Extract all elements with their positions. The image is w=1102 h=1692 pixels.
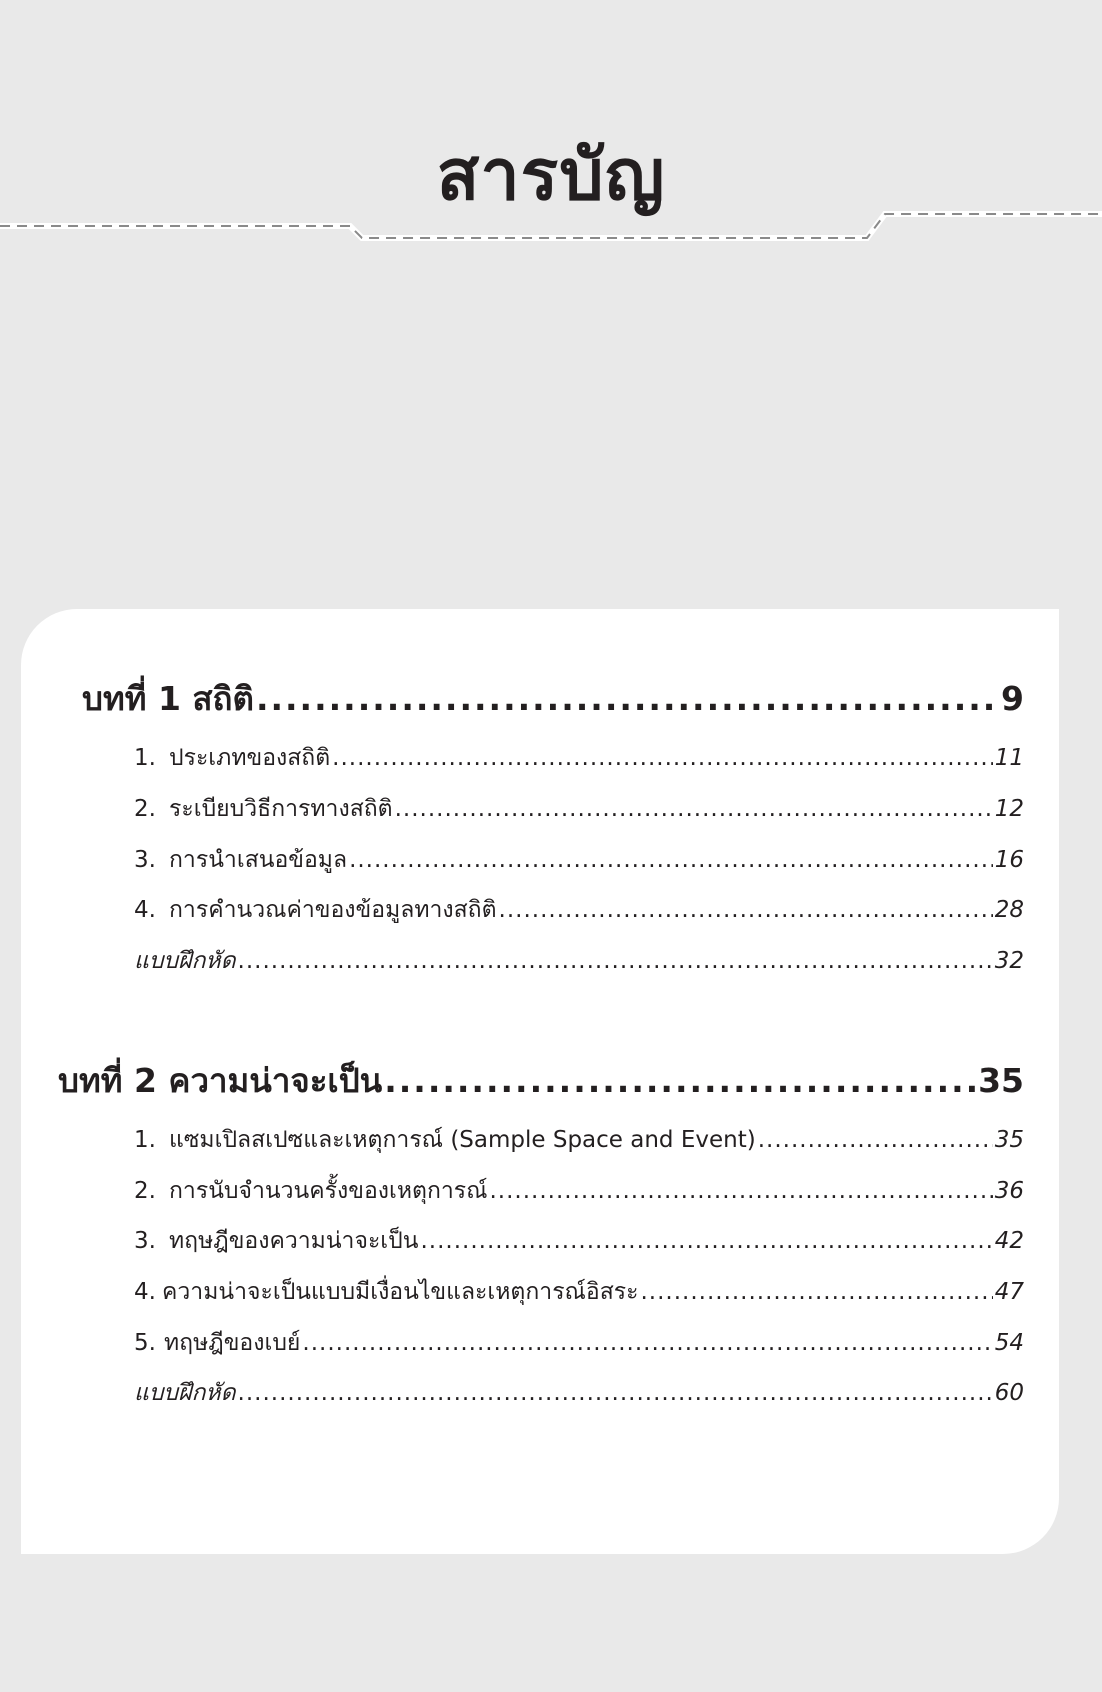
entry-title: ทฤษฎีของความน่าจะเป็น xyxy=(169,1228,419,1254)
leader-dots xyxy=(238,1380,993,1406)
entry-number: 1. xyxy=(134,1127,156,1153)
chapter-title: บทที่ 1 สถิติ xyxy=(82,679,254,718)
entry-number: 2. xyxy=(134,1178,156,1204)
leader-dots xyxy=(758,1127,993,1153)
chapter-page: 9 xyxy=(1001,679,1024,718)
entry-title: การนับจำนวนครั้งของเหตุการณ์ xyxy=(169,1178,488,1204)
entry-title: ประเภทของสถิติ xyxy=(169,745,331,771)
header-divider xyxy=(0,200,1102,250)
entry-page: 47 xyxy=(994,1279,1024,1305)
entry-title: การนำเสนอข้อมูล xyxy=(169,847,348,873)
entry-title: แบบฝึกหัด xyxy=(134,1380,236,1406)
entry-page: 16 xyxy=(994,847,1024,873)
leader-dots xyxy=(395,796,993,822)
entry-page: 36 xyxy=(994,1178,1024,1204)
toc-entry[interactable] xyxy=(134,1325,1024,1361)
entry-title: แซมเปิลสเปซและเหตุการณ์ (Sample Space and Event) xyxy=(169,1127,756,1153)
toc-entry[interactable] xyxy=(134,791,1024,827)
toc-chapter-2[interactable] xyxy=(58,1054,1024,1107)
entry-page: 35 xyxy=(994,1127,1024,1153)
entry-number: 3. xyxy=(134,847,156,873)
entry-page: 12 xyxy=(994,796,1024,822)
entry-page: 28 xyxy=(994,897,1024,923)
toc-entry[interactable] xyxy=(134,740,1024,776)
entry-number: 1. xyxy=(134,745,156,771)
chapter-page: 35 xyxy=(978,1061,1024,1100)
entry-number: 2. xyxy=(134,796,156,822)
leader-dots xyxy=(384,1061,976,1100)
entry-title: ความน่าจะเป็นแบบมีเงื่อนไขและเหตุการณ์อิสระ xyxy=(162,1279,639,1305)
entry-page: 32 xyxy=(994,948,1024,974)
entry-title: แบบฝึกหัด xyxy=(134,948,236,974)
entry-title: ทฤษฎีของเบย์ xyxy=(164,1330,301,1356)
leader-dots xyxy=(490,1178,993,1204)
leader-dots xyxy=(302,1330,992,1356)
leader-dots xyxy=(499,897,993,923)
entry-number: 3. xyxy=(134,1228,156,1254)
entry-page: 60 xyxy=(994,1380,1024,1406)
leader-dots xyxy=(349,847,993,873)
toc-entry[interactable] xyxy=(134,1223,1024,1259)
toc-chapter-1[interactable] xyxy=(82,672,1024,725)
toc-entry[interactable] xyxy=(134,1173,1024,1209)
entry-page: 54 xyxy=(994,1330,1024,1356)
entry-number: 4. xyxy=(134,1279,156,1305)
leader-dots xyxy=(332,745,993,771)
leader-dots xyxy=(238,948,993,974)
toc-entry-exercises[interactable] xyxy=(134,1375,1024,1411)
toc-entry-exercises[interactable] xyxy=(134,943,1024,979)
leader-dots xyxy=(640,1279,992,1305)
toc-entry[interactable] xyxy=(134,1274,1024,1310)
leader-dots xyxy=(421,1228,993,1254)
entry-number: 5. xyxy=(134,1330,156,1356)
page-title: สารบัญ xyxy=(436,134,666,216)
leader-dots xyxy=(256,679,999,718)
entry-title: การคำนวณค่าของข้อมูลทางสถิติ xyxy=(169,897,497,923)
toc-entry[interactable] xyxy=(134,842,1024,878)
entry-page: 42 xyxy=(994,1228,1024,1254)
toc-entry[interactable] xyxy=(134,892,1024,928)
entry-title: ระเบียบวิธีการทางสถิติ xyxy=(169,796,393,822)
chapter-title: บทที่ 2 ความน่าจะเป็น xyxy=(58,1061,383,1100)
entry-page: 11 xyxy=(994,745,1024,771)
toc-entry[interactable] xyxy=(134,1122,1024,1158)
entry-number: 4. xyxy=(134,897,156,923)
